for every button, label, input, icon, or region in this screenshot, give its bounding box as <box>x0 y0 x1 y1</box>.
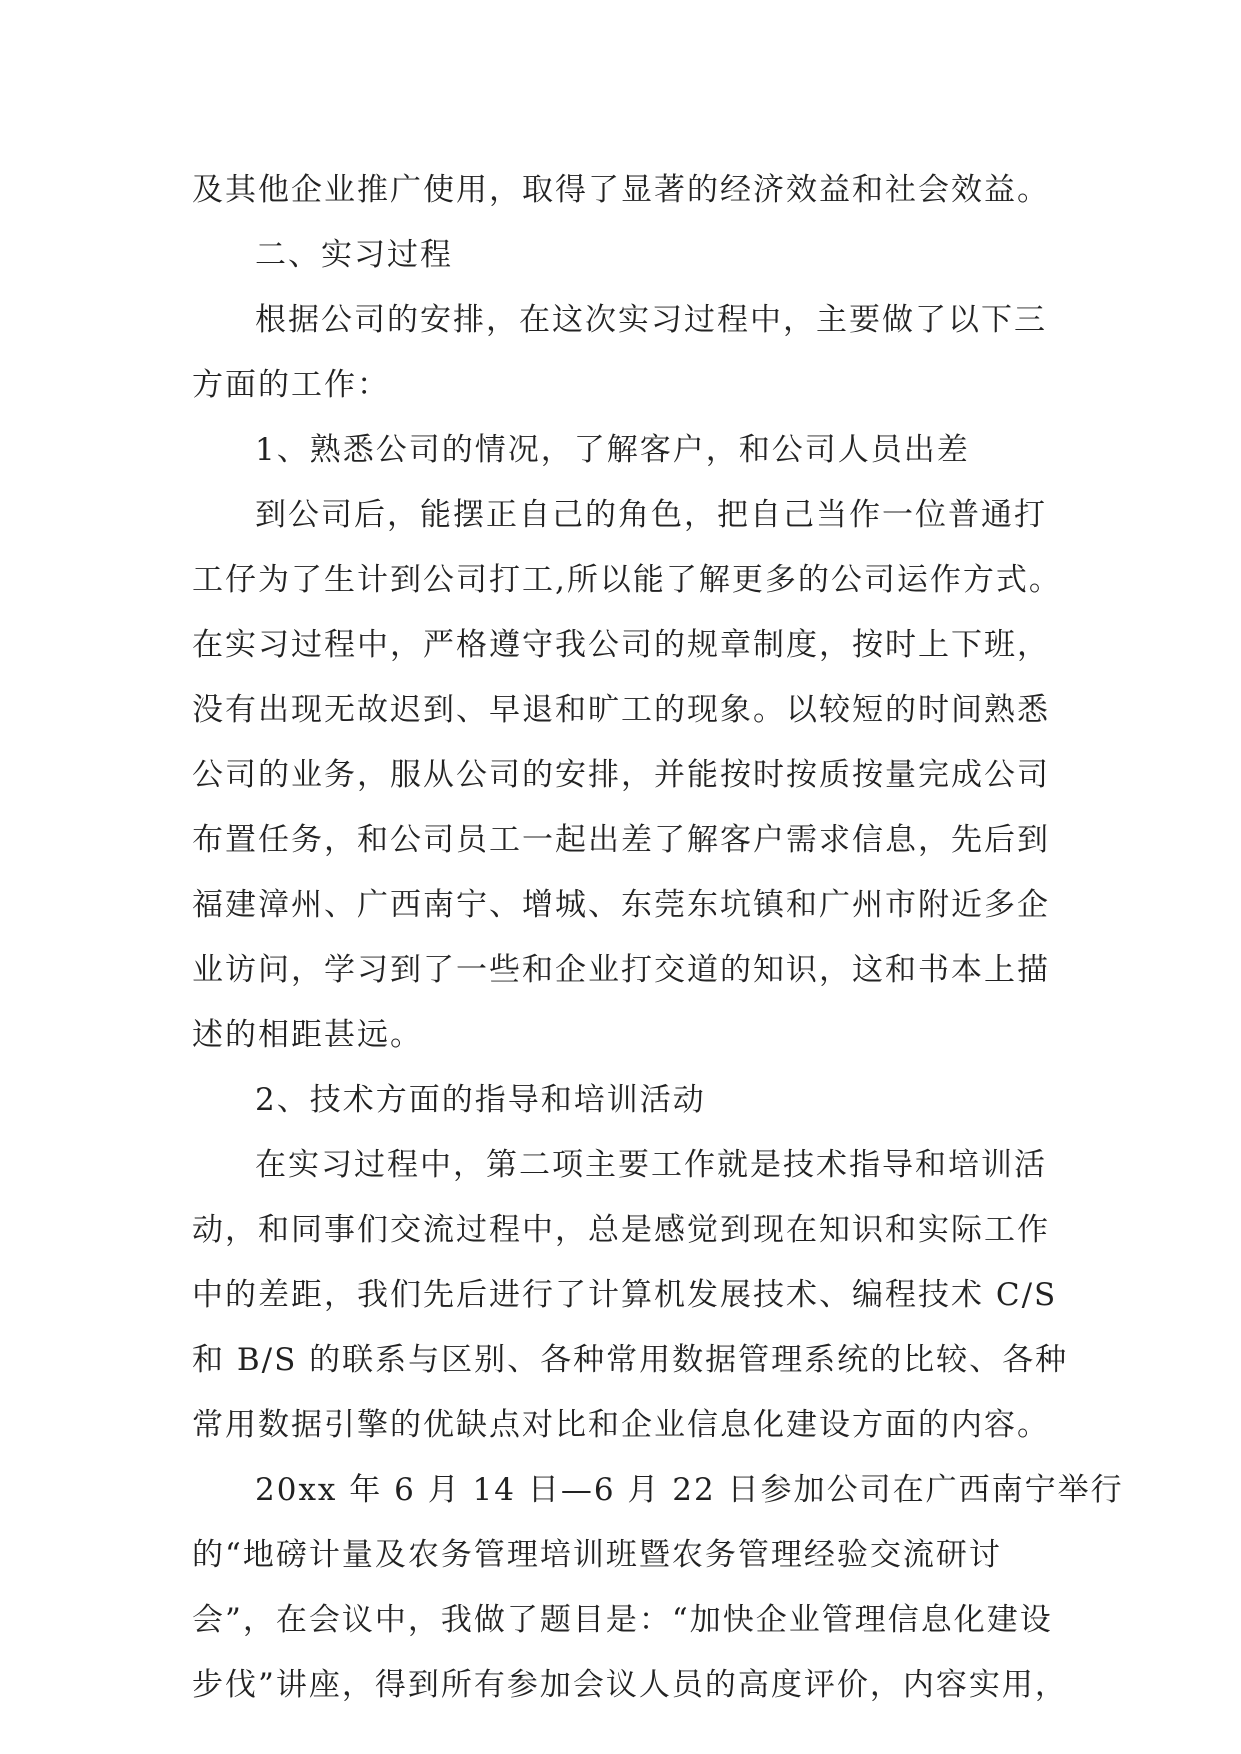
text-line: 业访问，学习到了一些和企业打交道的知识，这和书本上描 <box>192 952 1050 988</box>
text-line: 福建漳州、广西南宁、增城、东莞东坑镇和广州市附近多企 <box>192 887 1050 923</box>
text-line: 会”，在会议中，我做了题目是：“加快企业管理信息化建设 <box>192 1602 1053 1638</box>
text-line: 到公司后，能摆正自己的角色，把自己当作一位普通打 <box>255 497 1047 533</box>
text-line: 述的相距甚远。 <box>192 1017 423 1053</box>
document-body <box>192 158 1124 1718</box>
text-line: 方面的工作： <box>192 367 390 403</box>
text-line: 二、实习过程 <box>255 237 453 273</box>
text-line: 动，和同事们交流过程中，总是感觉到现在知识和实际工作 <box>192 1212 1050 1248</box>
text-line: 根据公司的安排，在这次实习过程中，主要做了以下三 <box>255 302 1047 338</box>
text-line: 布置任务，和公司员工一起出差了解客户需求信息，先后到 <box>192 822 1050 858</box>
text-line: 和 B/S 的联系与区别、各种常用数据管理系统的比较、各种 <box>192 1342 1069 1378</box>
text-line: 步伐”讲座，得到所有参加会议人员的高度评价，内容实用， <box>192 1667 1068 1703</box>
text-line: 在实习过程中，第二项主要工作就是技术指导和培训活 <box>255 1147 1047 1183</box>
text-line: 及其他企业推广使用，取得了显著的经济效益和社会效益。 <box>192 172 1050 208</box>
text-line: 2、技术方面的指导和培训活动 <box>255 1082 706 1118</box>
text-line: 中的差距，我们先后进行了计算机发展技术、编程技术 C/S <box>192 1277 1058 1313</box>
text-line: 常用数据引擎的优缺点对比和企业信息化建设方面的内容。 <box>192 1407 1050 1443</box>
text-line: 在实习过程中，严格遵守我公司的规章制度，按时上下班， <box>192 627 1050 663</box>
text-line: 公司的业务，服从公司的安排，并能按时按质按量完成公司 <box>192 757 1050 793</box>
text-line: 1、熟悉公司的情况，了解客户，和公司人员出差 <box>255 432 970 468</box>
text-line: 的“地磅计量及农务管理培训班暨农务管理经验交流研讨 <box>192 1537 1002 1573</box>
text-line: 工仔为了生计到公司打工,所以能了解更多的公司运作方式。 <box>192 562 1062 598</box>
text-line: 20xx 年 6 月 14 日—6 月 22 日参加公司在广西南宁举行 <box>255 1472 1124 1508</box>
text-line: 没有出现无故迟到、早退和旷工的现象。以较短的时间熟悉 <box>192 692 1050 728</box>
